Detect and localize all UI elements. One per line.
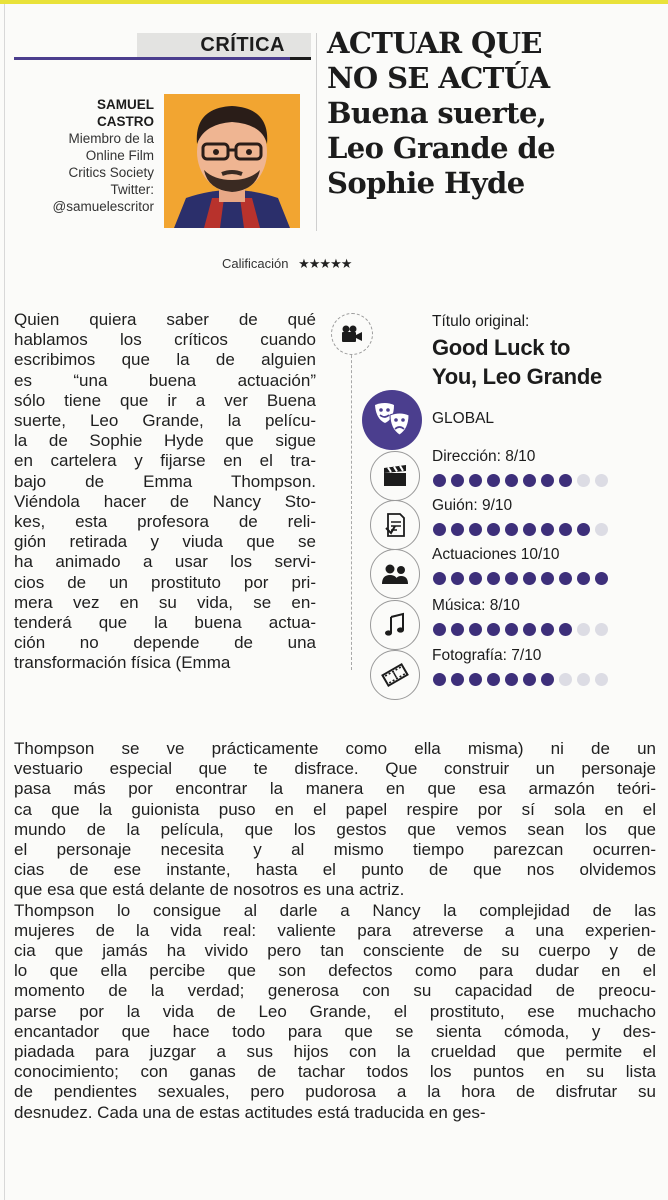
score-dot-filled — [559, 474, 572, 487]
score-dot-empty — [595, 623, 608, 636]
score-dot-empty — [559, 673, 572, 686]
score-dot-filled — [433, 572, 446, 585]
rating — [222, 256, 351, 272]
article-line: suerte, Leo Grande, la pelícu- — [14, 411, 316, 431]
score-dots — [433, 673, 608, 687]
theater-masks-icon — [362, 390, 422, 450]
article-line: ha animado a usar los servi- — [14, 552, 316, 572]
author-role-line2: Online Film — [85, 148, 154, 163]
score-dot-filled — [451, 474, 464, 487]
article-line: el personaje necesita y al mismo tiempo parezcan ocurren- — [14, 840, 656, 860]
article-line: tenderá que la buena actua- — [14, 613, 316, 633]
score-label: Actuaciones 10/10 — [432, 546, 560, 563]
article-column — [14, 310, 316, 674]
score-dot-filled — [451, 572, 464, 585]
score-dot-empty — [577, 623, 590, 636]
article-line: Thompson se ve prácticamente como ella misma) ni de un — [14, 739, 656, 758]
score-dot-filled — [469, 623, 482, 636]
score-dot-filled — [505, 673, 518, 686]
section-label: CRÍTICA — [200, 34, 285, 56]
article-line: lo que ella percibe que son defectos como para dudar en el — [14, 961, 656, 981]
rating-stars: ★★★★★ — [298, 256, 352, 271]
headline-line1: ACTUAR QUE — [327, 26, 542, 60]
article-line: escribimos que la de alguien — [14, 350, 316, 370]
score-dot-filled — [487, 523, 500, 536]
script-icon — [370, 500, 420, 550]
score-dots — [433, 523, 608, 537]
author-avatar — [164, 94, 300, 228]
score-dot-filled — [505, 523, 518, 536]
score-dot-filled — [541, 673, 554, 686]
score-dot-filled — [433, 673, 446, 686]
original-title-line1: Good Luck to — [432, 335, 571, 360]
article-line: sólo tiene que ir a ver Buena — [14, 390, 316, 410]
score-dot-filled — [469, 572, 482, 585]
author-block — [18, 96, 154, 215]
section-rule-accent — [290, 57, 311, 60]
original-title-label: Título original: — [432, 313, 530, 330]
article-line: cios de un prostituto por pri- — [14, 572, 316, 592]
score-dot-filled — [469, 673, 482, 686]
score-dot-filled — [523, 572, 536, 585]
article-line: que esa que está delante de nosotros es una actriz. — [14, 880, 405, 900]
author-role-line3: Critics Society — [68, 165, 154, 180]
section-rule — [14, 57, 311, 60]
score-dot-filled — [487, 572, 500, 585]
score-dots — [433, 623, 608, 637]
article-line: ción no depende de una — [14, 633, 316, 653]
article-line: de pendientes sexuales, pero pudorosa a la hora de disfrutar su — [14, 1082, 656, 1102]
score-dot-filled — [487, 474, 500, 487]
author-name-line2: CASTRO — [97, 114, 154, 129]
score-dot-filled — [433, 474, 446, 487]
article-line: conocimiento; con ganas de tachar todos los puntos en su lista — [14, 1062, 656, 1082]
score-dot-empty — [595, 523, 608, 536]
article-line: mundo de la película, que los gestos que vemos sean los que — [14, 819, 656, 839]
article-line: piadada para juzgar a sus hijos con la crueldad que permite el — [14, 1042, 656, 1062]
article-body — [14, 739, 656, 1123]
score-dot-filled — [487, 673, 500, 686]
score-dot-filled — [451, 623, 464, 636]
score-dot-filled — [523, 623, 536, 636]
author-twitter-handle: @samuelescritor — [52, 199, 154, 214]
score-dot-filled — [577, 523, 590, 536]
article-line: ca que la guionista puso en el papel respire por sí sola en el — [14, 799, 656, 819]
author-name-line1: SAMUEL — [97, 97, 154, 112]
music-note-icon — [370, 600, 420, 650]
author-role-line1: Miembro de la — [68, 131, 154, 146]
score-label: Dirección: 8/10 — [432, 448, 536, 465]
original-title-line2: You, Leo Grande — [432, 364, 602, 389]
score-dots — [433, 474, 608, 488]
article-line: parse por la vida de Leo Grande, el prostituto, ese muchacho — [14, 1001, 656, 1021]
score-dot-filled — [523, 474, 536, 487]
score-dot-filled — [595, 572, 608, 585]
score-dot-filled — [541, 474, 554, 487]
film-camera-icon — [331, 313, 373, 355]
score-dot-filled — [433, 623, 446, 636]
score-label: Fotografía: 7/10 — [432, 647, 542, 664]
headline-line4: Leo Grande de — [327, 131, 555, 165]
clapperboard-icon — [370, 451, 420, 501]
article-line: kes, esta profesora de reli- — [14, 512, 316, 532]
headline — [327, 26, 657, 201]
score-dot-filled — [433, 523, 446, 536]
score-dot-empty — [595, 673, 608, 686]
score-dot-filled — [505, 572, 518, 585]
article-line: Viéndola hacer de Nancy Sto- — [14, 491, 316, 511]
score-dot-filled — [577, 572, 590, 585]
article-line: mujeres de la vida real: valiente para atreverse a una experien- — [14, 920, 656, 940]
original-title — [432, 333, 662, 391]
author-twitter-label: Twitter: — [110, 182, 154, 197]
article-line: hablamos los críticos cuando — [14, 330, 316, 350]
article-line: cia que jamás ha vivido pero tan consciente de su cuerpo y de — [14, 941, 656, 961]
score-dot-empty — [577, 474, 590, 487]
article-line: Quien quiera saber de qué — [14, 310, 316, 329]
article-line: encantador que hace todo para que se sienta cómoda, y des- — [14, 1021, 656, 1041]
score-dot-filled — [541, 623, 554, 636]
score-dot-filled — [559, 623, 572, 636]
article-line: momento de la verdad; generosa con su capacidad de preocu- — [14, 981, 656, 1001]
article-line: en cartelera y fijarse en el tra- — [14, 451, 316, 471]
score-dot-filled — [487, 623, 500, 636]
score-dot-empty — [577, 673, 590, 686]
score-dot-filled — [541, 523, 554, 536]
article-line: bajo de Emma Thompson. — [14, 471, 316, 491]
score-dot-filled — [541, 572, 554, 585]
article-line: transformación física (Emma — [14, 653, 231, 673]
score-label: Música: 8/10 — [432, 597, 520, 614]
headline-line5: Sophie Hyde — [327, 166, 525, 200]
article-line: la de Sophie Hyde que sigue — [14, 431, 316, 451]
section-tag — [137, 33, 311, 57]
article-line: es “una buena actuación” — [14, 370, 316, 390]
score-dot-filled — [505, 474, 518, 487]
score-dot-filled — [523, 523, 536, 536]
article-line: gión retirada y viuda que se — [14, 532, 316, 552]
score-dot-filled — [559, 572, 572, 585]
score-dot-filled — [451, 523, 464, 536]
article-line: mera vez en su vida, se en- — [14, 592, 316, 612]
article-line: desnudez. Cada una de estas actitudes está traducida en ges- — [14, 1102, 486, 1122]
top-color-bar — [0, 0, 668, 4]
timeline-line — [351, 340, 352, 670]
score-dot-filled — [559, 523, 572, 536]
article-line: vestuario especial que te disfrace. Que construir un personaje — [14, 759, 656, 779]
page-edge-line — [4, 4, 5, 1200]
score-dot-empty — [595, 474, 608, 487]
score-dot-filled — [469, 523, 482, 536]
article-line: cias de ese instante, hasta el punto de que nos olvidemos — [14, 860, 656, 880]
score-dot-filled — [451, 673, 464, 686]
film-strip-icon — [370, 650, 420, 700]
article-line: pasa más por encontrar la manera en que esa armazón teóri- — [14, 779, 656, 799]
score-label: Guión: 9/10 — [432, 497, 513, 514]
headline-line2: NO SE ACTÚA — [327, 61, 550, 95]
headline-line3: Buena suerte, — [327, 96, 547, 130]
rating-label: Calificación — [222, 256, 289, 271]
score-dot-filled — [469, 474, 482, 487]
score-dot-filled — [523, 673, 536, 686]
article-line: Thompson lo consigue al darle a Nancy la complejidad de las — [14, 900, 656, 920]
people-icon — [370, 549, 420, 599]
header-divider — [316, 33, 317, 231]
score-dots — [433, 572, 608, 586]
global-label: GLOBAL — [432, 410, 495, 427]
score-dot-filled — [505, 623, 518, 636]
